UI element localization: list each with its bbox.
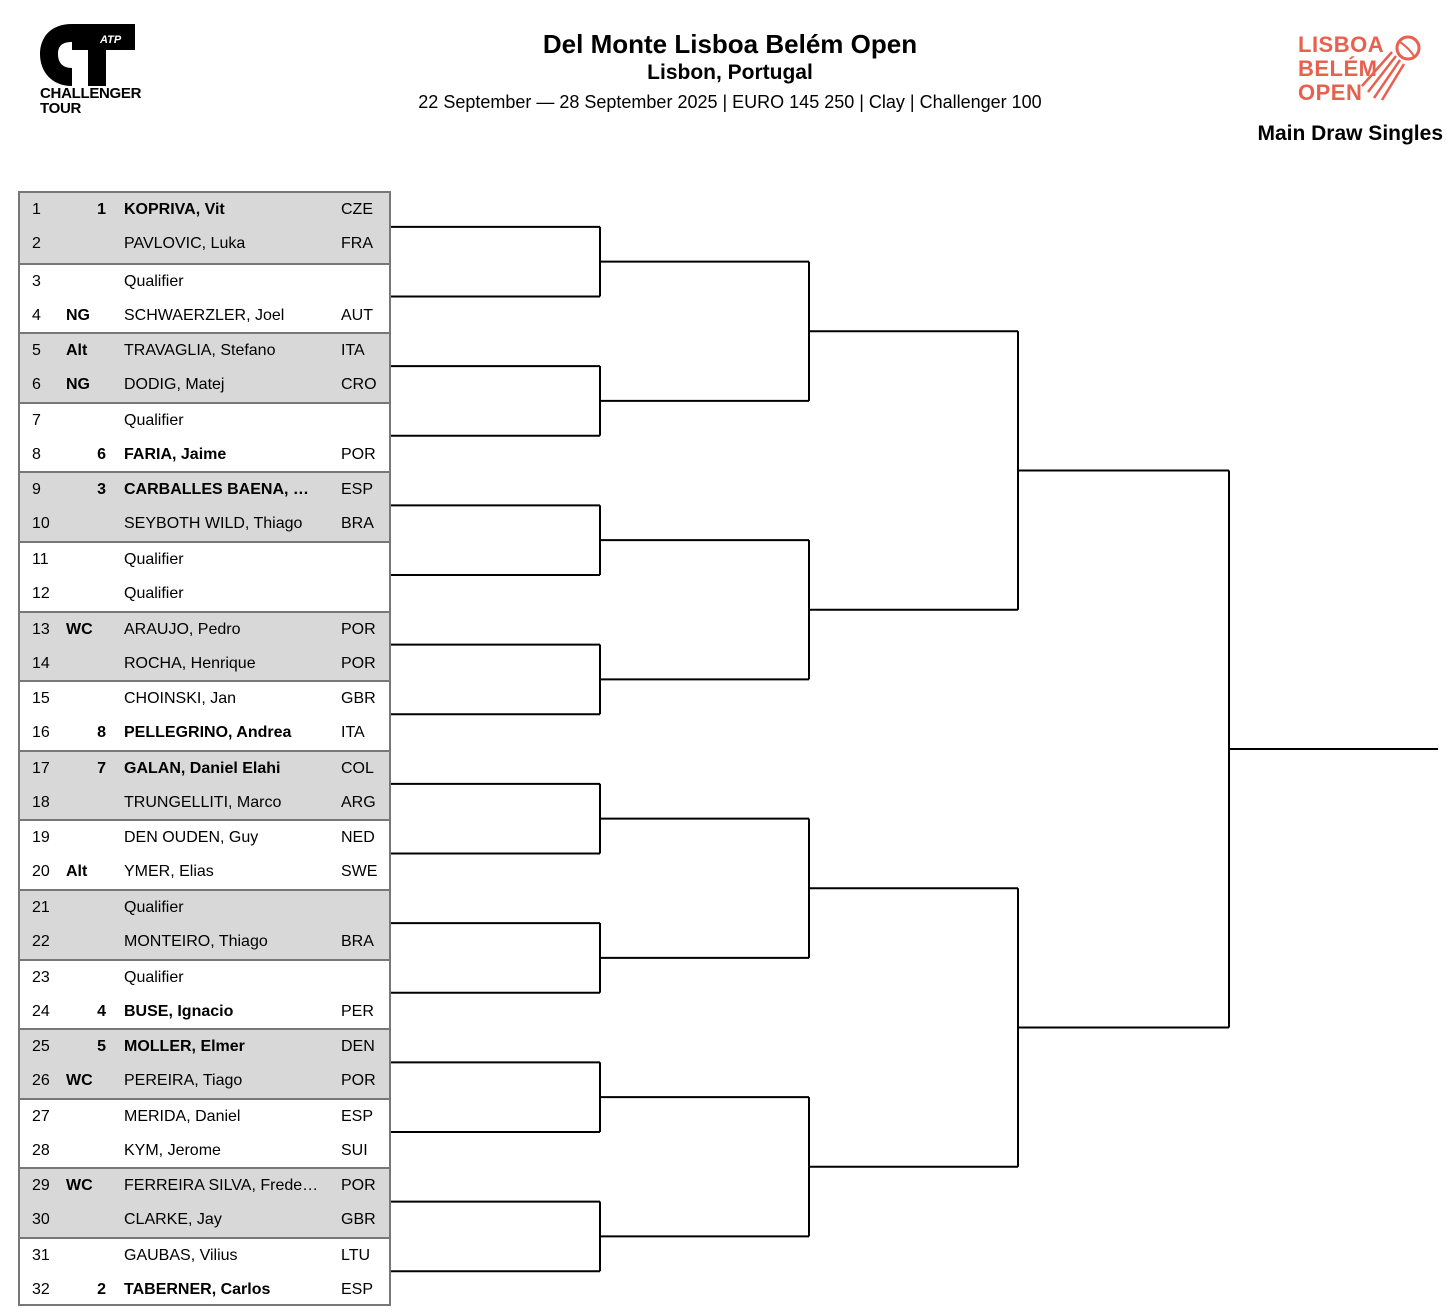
tournament-title: Del Monte Lisboa Belém Open — [542, 29, 918, 59]
nationality: BRA — [341, 933, 374, 950]
draw-position: 5 — [32, 342, 41, 360]
entry-status: Alt — [66, 863, 88, 881]
draw-position: 32 — [32, 1281, 50, 1298]
challenger-tour-text: CHALLENGER TOUR — [40, 85, 142, 117]
draw-position: 7 — [32, 411, 41, 429]
entry-status: Alt — [66, 342, 88, 360]
draw-position: 10 — [32, 515, 50, 533]
nationality: POR — [341, 1072, 376, 1090]
player-name: KYM, Jerome — [124, 1141, 221, 1159]
player-name: DODIG, Matej — [124, 376, 225, 394]
nationality: CRO — [341, 376, 377, 394]
player-name: TRUNGELLITI, Marco — [124, 793, 282, 811]
nationality: ESP — [341, 1281, 374, 1298]
nationality: ARG — [341, 793, 376, 811]
nationality: ESP — [341, 481, 374, 499]
draw-position: 21 — [32, 899, 50, 916]
nationality: CZE — [341, 201, 373, 218]
player-name: GALAN, Daniel Elahi — [124, 759, 281, 777]
logo-line-1: LISBOA — [1298, 32, 1385, 57]
draw-position: 23 — [32, 968, 50, 986]
draw-position: 24 — [32, 1002, 50, 1020]
player-name: PEREIRA, Tiago — [124, 1072, 243, 1090]
entry-status: WC — [66, 1072, 93, 1090]
draw-position: 4 — [32, 306, 41, 324]
draw-position: 19 — [32, 829, 50, 847]
player-name: FERREIRA SILVA, Frede… — [124, 1177, 319, 1195]
player-name: TABERNER, Carlos — [124, 1281, 271, 1298]
player-name: KOPRIVA, Vit — [124, 201, 225, 218]
player-name: BUSE, Ignacio — [124, 1002, 234, 1020]
nationality: COL — [341, 759, 374, 777]
player-name: YMER, Elias — [124, 863, 214, 881]
entry-status: WC — [66, 1177, 93, 1195]
player-name: CHOINSKI, Jan — [124, 690, 237, 708]
logo-line-3: OPEN — [1298, 80, 1363, 105]
nationality: ITA — [341, 342, 365, 360]
seed-number: 8 — [97, 724, 106, 742]
draw-position: 11 — [32, 551, 49, 568]
nationality: AUT — [341, 306, 373, 324]
player-name: DEN OUDEN, Guy — [124, 829, 259, 847]
draw-position: 8 — [32, 445, 41, 463]
draw-position: 28 — [32, 1141, 50, 1159]
nationality: ITA — [341, 724, 365, 742]
seed-number: 5 — [97, 1038, 106, 1056]
nationality: SWE — [341, 863, 378, 881]
seed-number: 2 — [97, 1281, 106, 1298]
player-name: PAVLOVIC, Luka — [124, 235, 246, 252]
draw-position: 12 — [32, 585, 50, 602]
player-name: SCHWAERZLER, Joel — [124, 306, 285, 324]
nationality: ESP — [341, 1107, 374, 1125]
draw-position: 26 — [32, 1072, 50, 1090]
draw-position: 1 — [32, 201, 41, 218]
entry-status: NG — [66, 376, 90, 394]
seed-number: 3 — [97, 481, 106, 499]
tournament-info: 22 September — 28 September 2025 | EURO 145 250 | Clay | Challenger 100 — [418, 92, 1042, 112]
seed-number: 6 — [97, 445, 106, 463]
player-name: Qualifier — [124, 899, 184, 916]
draw-position: 2 — [32, 235, 41, 252]
seed-number: 7 — [97, 759, 106, 777]
nationality: DEN — [341, 1038, 375, 1056]
nationality: FRA — [341, 235, 373, 252]
seed-number: 4 — [97, 1002, 106, 1020]
player-name: PELLEGRINO, Andrea — [124, 724, 292, 742]
nationality: POR — [341, 1177, 376, 1195]
atp-badge: ATP — [100, 34, 122, 46]
player-name: MONTEIRO, Thiago — [124, 933, 268, 950]
nationality: GBR — [341, 690, 376, 708]
draw-position: 20 — [32, 863, 50, 881]
nationality: NED — [341, 829, 375, 847]
draw-position: 3 — [32, 272, 41, 290]
draw-position: 14 — [32, 654, 50, 672]
nationality: SUI — [341, 1141, 368, 1159]
player-name: ARAUJO, Pedro — [124, 620, 241, 638]
draw-position: 27 — [32, 1107, 50, 1125]
player-name: Qualifier — [124, 585, 184, 602]
entry-status: WC — [66, 620, 93, 638]
draw-position: 13 — [32, 620, 50, 638]
player-name: GAUBAS, Vilius — [124, 1247, 238, 1264]
nationality: POR — [341, 620, 376, 638]
nationality: LTU — [341, 1247, 371, 1264]
nationality: POR — [341, 654, 376, 672]
draw-position: 25 — [32, 1038, 50, 1056]
player-name: Qualifier — [124, 968, 184, 986]
nationality: PER — [341, 1002, 374, 1020]
draw-position: 15 — [32, 690, 50, 708]
nationality: BRA — [341, 515, 374, 533]
player-name: CLARKE, Jay — [124, 1211, 222, 1229]
nationality: POR — [341, 445, 376, 463]
player-name: MOLLER, Elmer — [124, 1038, 245, 1056]
draw-position: 22 — [32, 933, 50, 950]
draw-position: 16 — [32, 724, 50, 742]
draw-position: 6 — [32, 376, 41, 394]
draw-position: 29 — [32, 1177, 50, 1195]
main-draw-label: Main Draw Singles — [1257, 122, 1443, 145]
nationality: GBR — [341, 1211, 376, 1229]
draw-position: 9 — [32, 481, 41, 499]
draw-position: 17 — [32, 759, 50, 777]
player-name: ROCHA, Henrique — [124, 654, 256, 672]
entry-status: NG — [66, 306, 90, 324]
player-name: Qualifier — [124, 272, 184, 290]
draw-position: 30 — [32, 1211, 50, 1229]
player-name: CARBALLES BAENA, … — [124, 481, 309, 499]
player-name: SEYBOTH WILD, Thiago — [124, 515, 303, 533]
draw-position: 31 — [32, 1247, 50, 1264]
logo-line-2: BELÉM — [1298, 56, 1378, 81]
player-name: Qualifier — [124, 411, 184, 429]
player-name: Qualifier — [124, 551, 184, 568]
draw-position: 18 — [32, 793, 50, 811]
player-name: MERIDA, Daniel — [124, 1107, 241, 1125]
player-name: FARIA, Jaime — [124, 445, 227, 463]
player-name: TRAVAGLIA, Stefano — [124, 342, 276, 360]
seed-number: 1 — [97, 201, 106, 218]
tournament-location: Lisbon, Portugal — [647, 61, 813, 84]
